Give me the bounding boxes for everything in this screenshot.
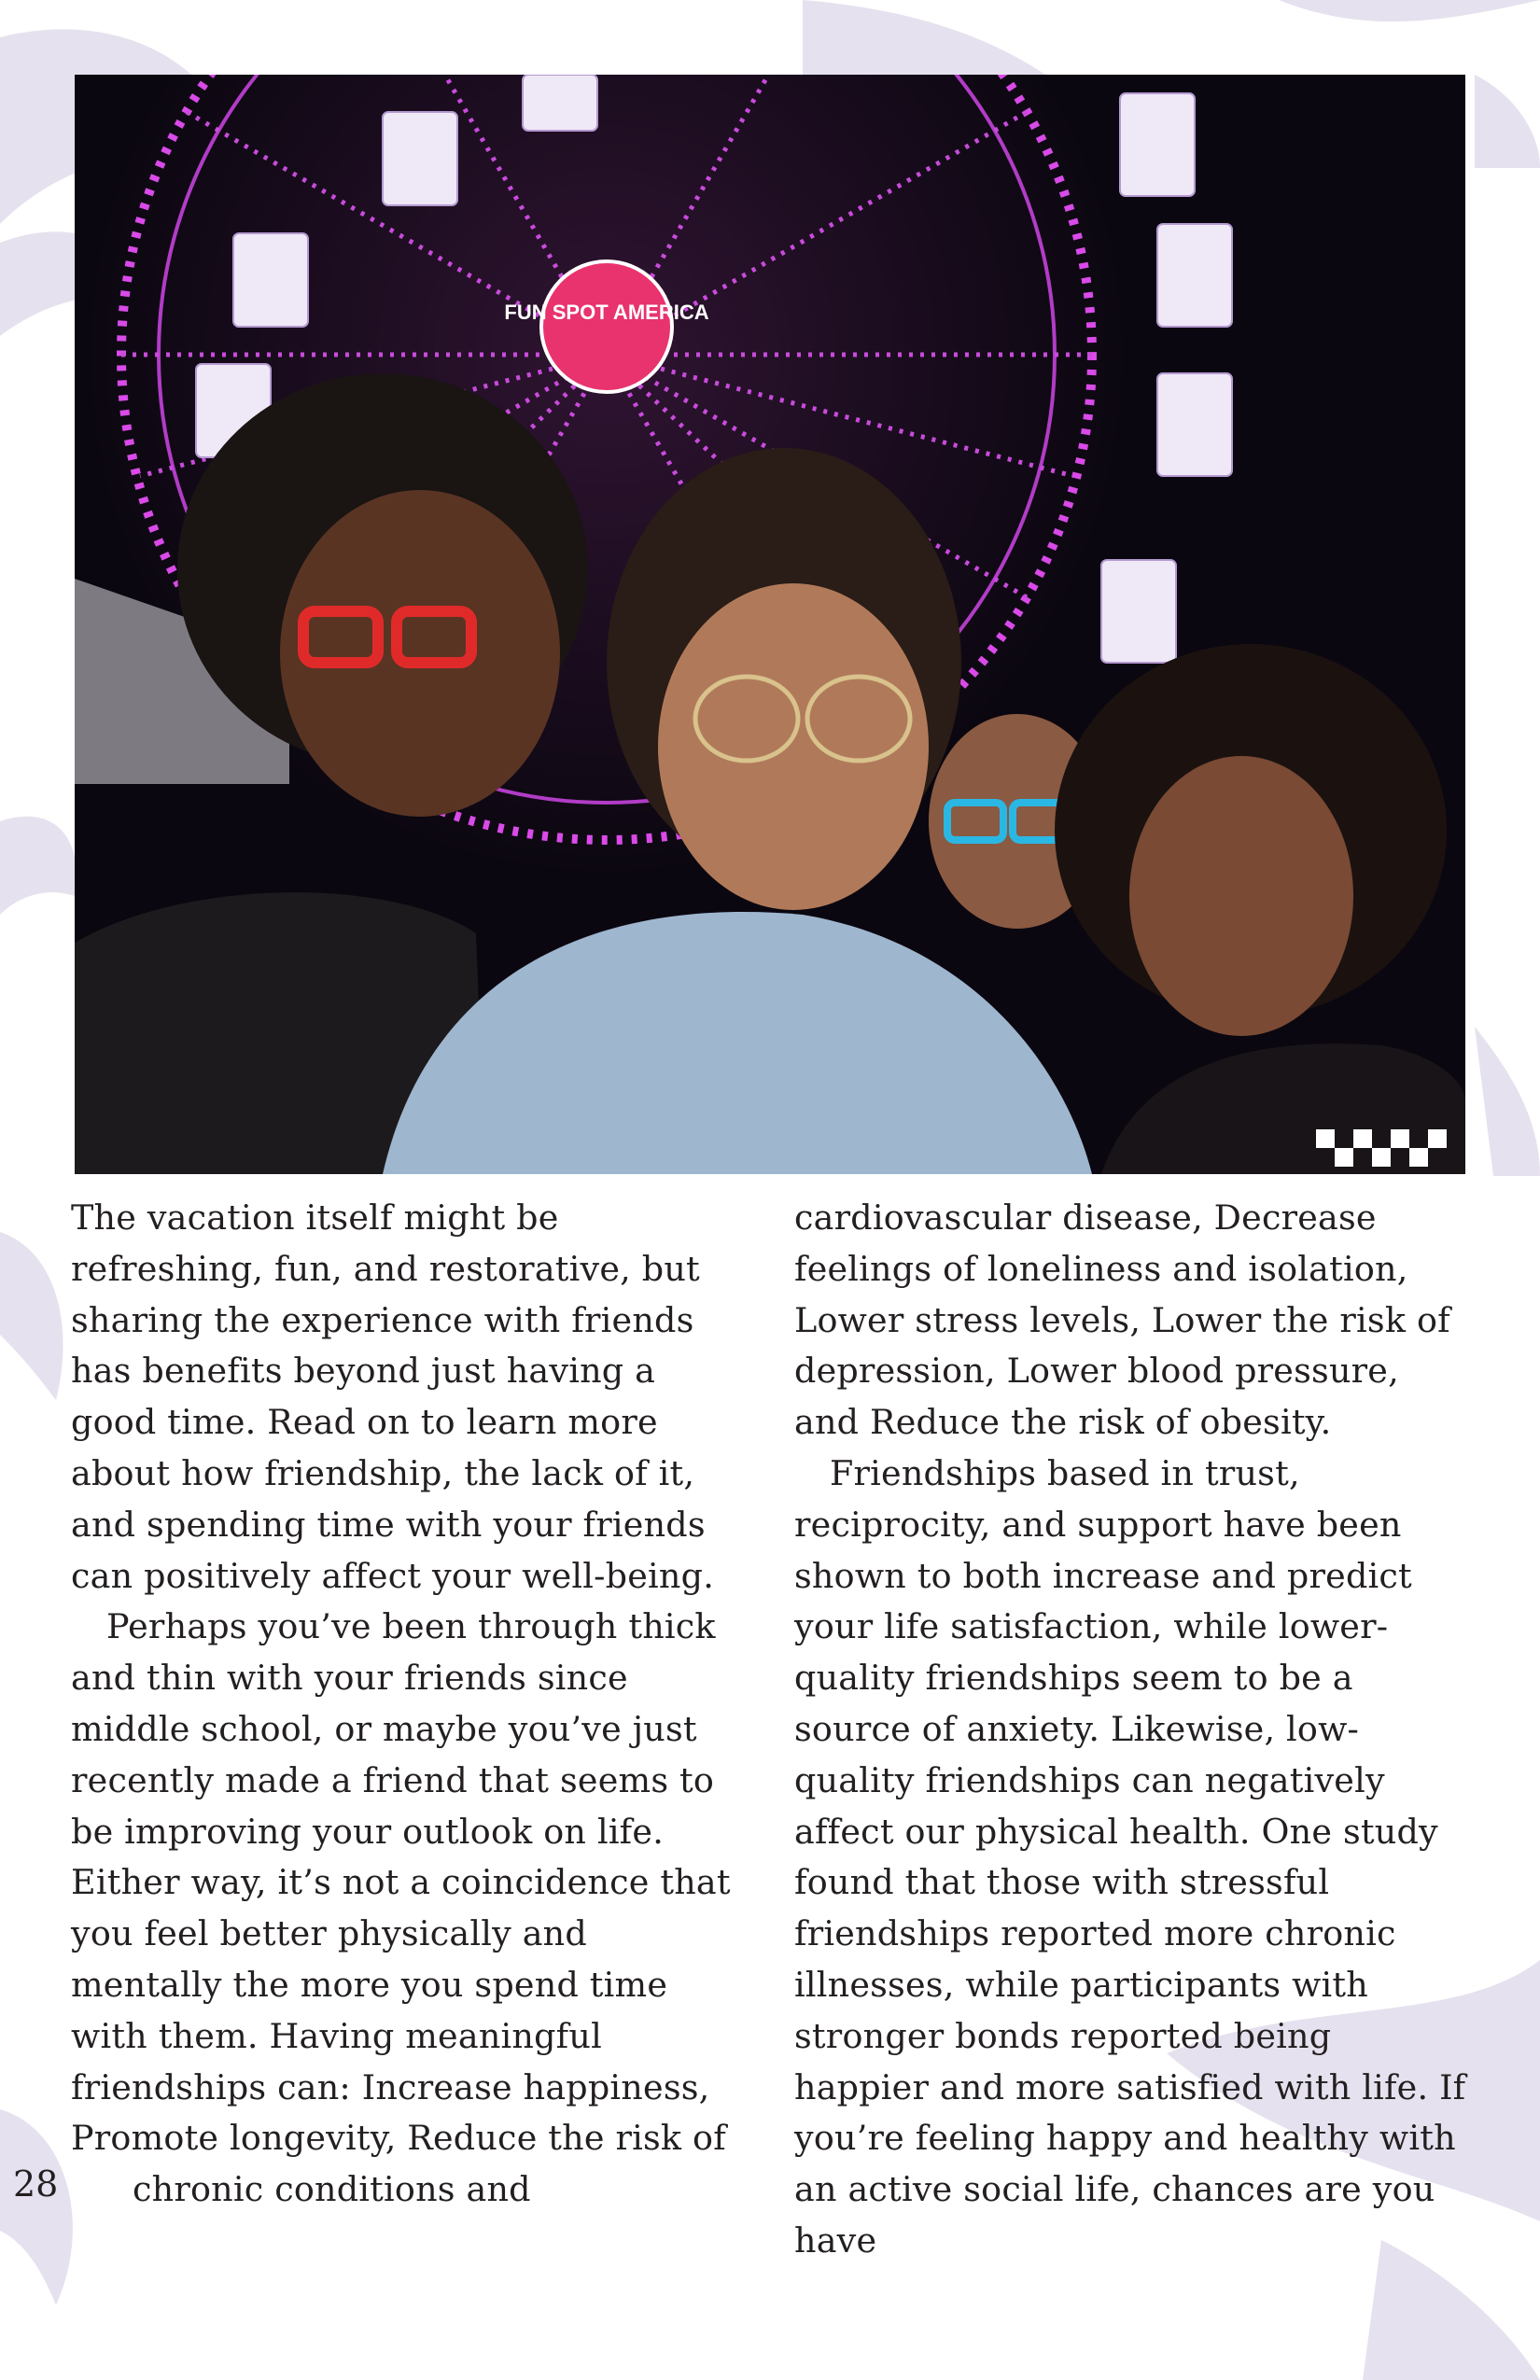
list-continuation: chronic conditions and [133, 2169, 531, 2210]
right-text-column [794, 1193, 1466, 2267]
leaf-shape [803, 0, 1045, 75]
body-paragraph: Friendships based in trust, reciprocity, and support have been shown to both increase and predict your life satisfaction, while lower-quality friendships seem to be a source of anxiety. Likewise, low-quality friendships can negatively affect our physical health. One study found that those with stressful friendships reported more chronic illnesses, while participants with stronger bonds reported being happier and more satisfied with life. If you’re feeling happy and healthy with an active social life, chances are you have [794, 1452, 1466, 2261]
leaf-shape [0, 2109, 73, 2305]
sign-text: FUN SPOT AMERICA [504, 301, 709, 324]
ferris-wheel-selfie-illustration [75, 75, 1465, 1174]
body-paragraph: The vacation itself might be refreshing, fun, and restorative, but sharing the experience with friends has benefits beyond just having a good time. Read on to learn more about how friendship, the lack of it, and spending time with your friends can positively affect your well-being. [71, 1197, 714, 1596]
left-text-column [71, 1193, 743, 2216]
leaf-shape [1475, 75, 1540, 168]
page-number: 28 [13, 2163, 59, 2205]
leaf-shape [1279, 0, 1540, 21]
body-paragraph: Perhaps you’ve been through thick and thin with your friends since middle school, or maybe you’ve just recently made a friend that seems to be improving your outlook on life. Either way, it’s not a coincidence that you feel better physically and mentally the more you spend time with them. Having meaningful friendships can: Increase happiness, Promote longevity, Reduce the risk of [71, 1606, 731, 2159]
leaf-shape [0, 817, 77, 915]
leaf-shape [1475, 1027, 1540, 1176]
sign-hub [541, 261, 672, 392]
body-paragraph: cardiovascular disease, Decrease feelings of loneliness and isolation, Lower stress levels, Lower the risk of depression, Lower blood pressure, and Reduce the risk of obesity. [794, 1197, 1450, 1443]
featured-photo [75, 75, 1465, 1174]
leaf-shape [0, 1232, 63, 1400]
